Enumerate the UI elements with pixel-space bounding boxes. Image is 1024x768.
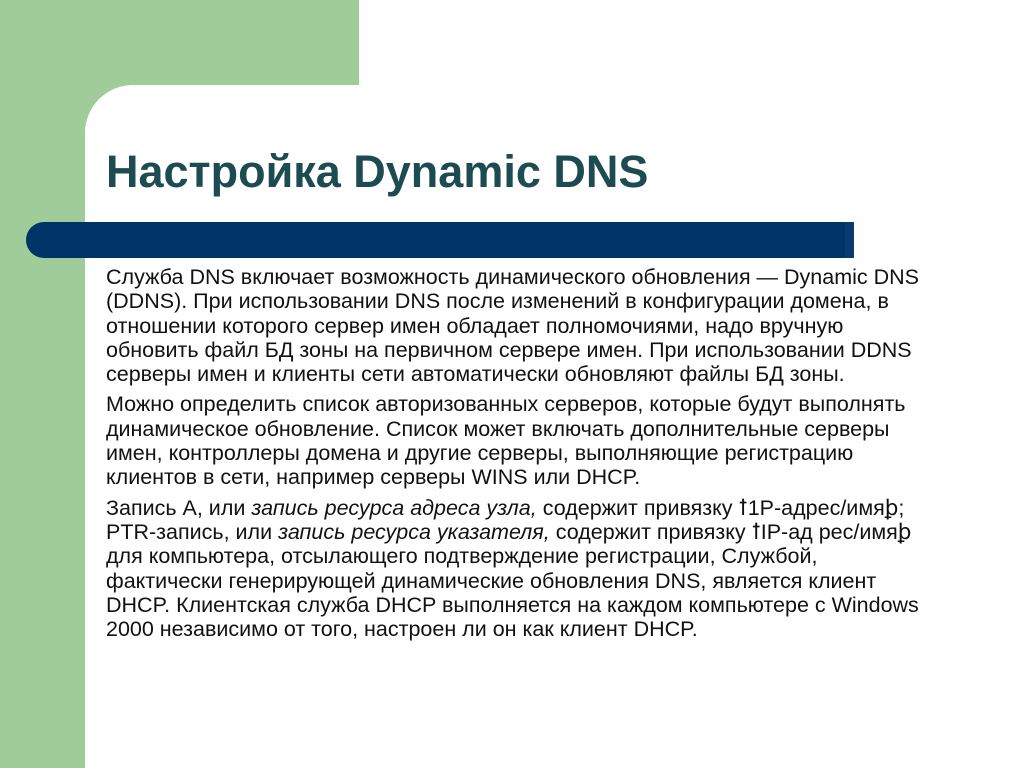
title-divider-end [845,222,854,258]
paragraph-a-ptr-records [106,496,936,642]
term-pointer-record: запись ресурса указателя, [278,519,550,544]
paragraph-authorized-servers: Можно определить список авторизованных серверов, которые будут выполнять динамическое обновление. Список может включать дополнительные серверы имен, контроллеры домена и другие серверы, выполняющие регистрацию клиентов в сети, например серверы WINS или DHCP. [106,392,906,490]
paragraph-a-ptr-part1: Запись А, или [106,495,252,520]
term-address-record: запись ресурса адреса узла, [251,495,537,520]
paragraph-ddns-intro: Служба DNS включает возможность динамического обновления — Dynamic DNS (DDNS). При использовании DNS после изменений в конфигурации домена, в отношении которого сервер имен обладает полномочиями, надо вручную обновить файл БД зоны на первичном сервере имен. При использовании DDNS серверы имен и клиенты сети автоматически обновляют файлы БД зоны. [106,265,920,387]
paragraph-a-ptr-part2: содержит привязку ꝉ1Р-адрес/имяꝧ; PTR-запись, или [106,495,905,544]
title-divider-bar [26,222,854,258]
slide-title: Настройка Dynamic DNS [106,146,649,197]
slide-body [106,265,936,647]
paragraph-a-ptr-part3: содержит привязку ꝉIP-ад рес/имяꝧ для компьютера, отсылающего подтверждение регистрации, Службой, фактически генерирующей динамические обновления DNS, является клиент DHCP. Клиентская служба DHCP выполняется на каждом компьютере с Windows 2000 независимо от того, настроен ли он как клиент DHCP. [106,519,919,642]
